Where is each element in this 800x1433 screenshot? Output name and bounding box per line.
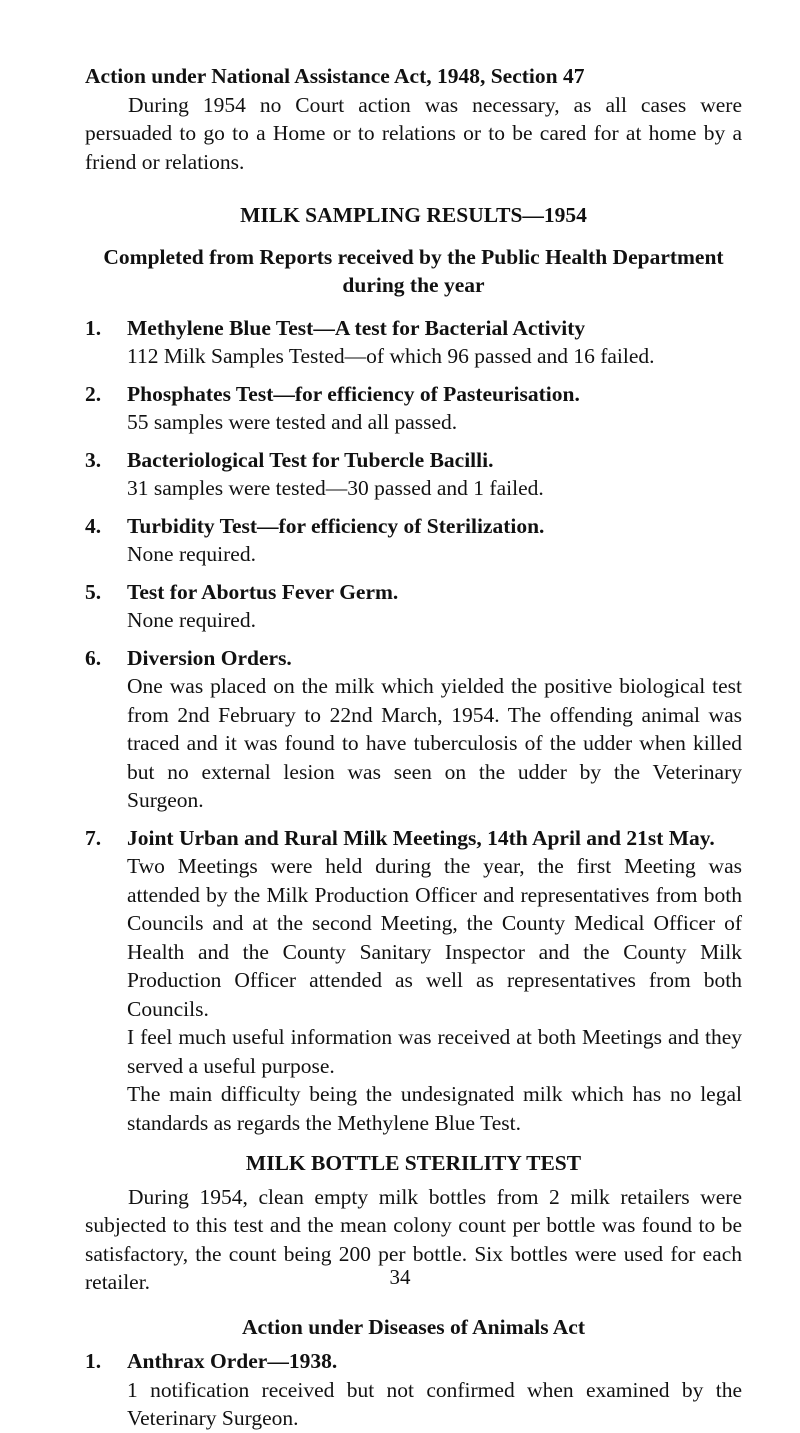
section-heading-national-assistance: Action under National Assistance Act, 1948, Section 47 [85, 64, 585, 88]
item-title: Diversion Orders. [127, 645, 292, 670]
item-body-2: I feel much useful information was received at both Meetings and they served a useful purpose. [127, 1025, 742, 1078]
item-title: Joint Urban and Rural Milk Meetings, 14th April and 21st May. [127, 825, 715, 850]
page-number: 34 [389, 1265, 411, 1289]
item-number: 7. [85, 825, 102, 850]
item-body: 1 notification received but not confirmed when examined by the Veterinary Surgeon. [127, 1377, 742, 1430]
list-item [85, 644, 742, 815]
item-number: 2. [85, 381, 102, 406]
item-body: Two Meetings were held during the year, the first Meeting was attended by the Milk Production Officer and representatives from both Councils and at the second Meeting, the County Medical Officer of Health and the County Sanitary Inspector and the County Milk Production Officer attended as well as representatives from both Councils. [127, 854, 742, 1021]
list-item [85, 314, 742, 371]
item-body: None required. [127, 608, 256, 632]
item-body: None required. [127, 542, 256, 566]
list-item [85, 578, 742, 635]
item-number: 1. [85, 315, 102, 340]
list-item [85, 1347, 742, 1433]
diseases-heading: Action under Diseases of Animals Act [241, 1314, 585, 1339]
list-item [85, 446, 742, 503]
item-number: 6. [85, 645, 102, 670]
item-body: One was placed on the milk which yielded the positive biological test from 2nd February to 22nd March, 1954. The offending animal was traced and it was found to have tuberculosis of the udder when killed but no external lesion was seen on the udder by the Veterinary Surgeon. [127, 674, 742, 812]
item-number: 1. [85, 1349, 102, 1373]
item-body: 31 samples were tested—30 passed and 1 failed. [127, 476, 544, 500]
item-number: 4. [85, 513, 102, 538]
item-body: 112 Milk Samples Tested—of which 96 passed and 16 failed. [127, 344, 655, 368]
item-number: 3. [85, 447, 102, 472]
item-title: Anthrax Order—1938. [127, 1349, 338, 1373]
item-title: Turbidity Test—for efficiency of Sterilization. [127, 513, 545, 538]
bottle-test-paragraph: During 1954, clean empty milk bottles from 2 milk retailers were subjected to this test and the mean colony count per bottle was found to be satisfactory, the count being 200 per bottle. Six bottles were used for each retailer. [85, 1184, 742, 1294]
item-title: Test for Abortus Fever Germ. [127, 579, 399, 604]
milk-sampling-subheading: Completed from Reports received by the Public Health Department during the year [103, 244, 724, 297]
item-number: 5. [85, 579, 102, 604]
list-item [85, 380, 742, 437]
list-item [85, 512, 742, 569]
item-body: 55 samples were tested and all passed. [127, 410, 458, 434]
item-title: Bacteriological Test for Tubercle Bacilli. [127, 447, 494, 472]
item-title: Methylene Blue Test—A test for Bacterial Activity [127, 315, 586, 340]
bottle-test-heading: MILK BOTTLE STERILITY TEST [245, 1151, 582, 1175]
national-assistance-paragraph: During 1954 no Court action was necessary, as all cases were persuaded to go to a Home or to relations or to be cared for at home by a friend or relations. [85, 92, 742, 174]
item-title: Phosphates Test—for efficiency of Pasteurisation. [127, 381, 580, 406]
item-body-3: The main difficulty being the undesignated milk which has no legal standards as regards the Methylene Blue Test. [127, 1082, 742, 1135]
milk-sampling-heading: MILK SAMPLING RESULTS—1954 [240, 203, 587, 227]
list-item [85, 824, 742, 1138]
